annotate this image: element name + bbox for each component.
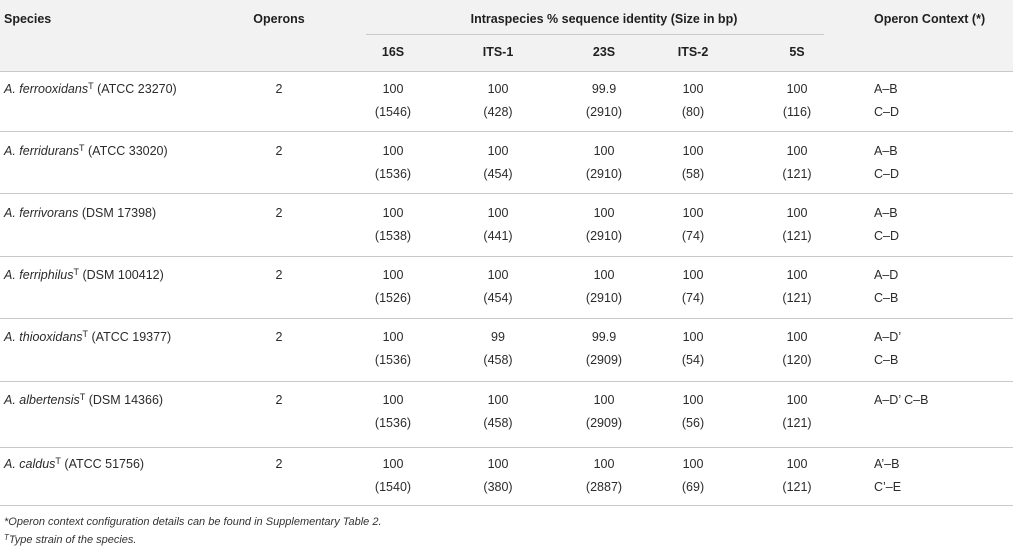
subheader-5s: 5S [789, 45, 805, 59]
species-name: A. caldus$^T$ (ATCC 51756) [4, 456, 145, 471]
species-name: A. ferriphilus$^T$ (DSM 100412) [4, 267, 164, 282]
size-5s: (121) [782, 480, 812, 494]
identity-16s: 100 [382, 206, 404, 220]
size-its2: (56) [681, 416, 705, 430]
size-16s: (1536) [374, 167, 412, 181]
identity-5s: 100 [786, 144, 808, 158]
identity-5s: 100 [786, 457, 808, 471]
identity-5s: 100 [786, 82, 808, 96]
header-group-underline [366, 34, 824, 35]
footnote-type-strain: $^T$Type strain of the species. [4, 533, 137, 546]
subheader-23s: 23S [592, 45, 616, 59]
identity-23s: 100 [593, 206, 615, 220]
identity-its2: 100 [682, 82, 704, 96]
identity-its1: 100 [487, 393, 509, 407]
size-5s: (121) [782, 291, 812, 305]
size-16s: (1536) [374, 353, 412, 367]
header-bottom-rule [0, 71, 1013, 72]
identity-its2: 100 [682, 457, 704, 471]
size-23s: (2910) [585, 105, 623, 119]
identity-23s: 100 [593, 268, 615, 282]
operon-context: C’–E [874, 480, 902, 494]
header-identity-group: Intraspecies % sequence identity (Size in bp) [470, 12, 738, 26]
size-its1: (454) [483, 291, 513, 305]
identity-5s: 100 [786, 330, 808, 344]
operon-count: 2 [275, 144, 283, 158]
operon-context: C–B [874, 291, 899, 305]
identity-23s: 99.9 [591, 330, 617, 344]
size-its1: (458) [483, 353, 513, 367]
subheader-16s: 16S [381, 45, 405, 59]
operon-count: 2 [275, 268, 283, 282]
identity-16s: 100 [382, 330, 404, 344]
operon-count: 2 [275, 330, 283, 344]
table-bottom-rule [0, 505, 1013, 506]
size-its1: (380) [483, 480, 513, 494]
size-16s: (1540) [374, 480, 412, 494]
size-23s: (2910) [585, 167, 623, 181]
size-23s: (2909) [585, 416, 623, 430]
operon-context: A–D [874, 268, 899, 282]
subheader-its1: ITS-1 [482, 45, 514, 59]
identity-16s: 100 [382, 268, 404, 282]
species-name: A. albertensis$^T$ (DSM 14366) [4, 392, 164, 407]
size-23s: (2910) [585, 291, 623, 305]
identity-16s: 100 [382, 393, 404, 407]
identity-5s: 100 [786, 393, 808, 407]
identity-its1: 100 [487, 268, 509, 282]
table-header-background [0, 0, 1013, 72]
subheader-its2: ITS-2 [677, 45, 709, 59]
row-divider [0, 131, 1013, 132]
size-its1: (458) [483, 416, 513, 430]
identity-23s: 100 [593, 144, 615, 158]
size-16s: (1538) [374, 229, 412, 243]
row-divider [0, 256, 1013, 257]
identity-its1: 100 [487, 82, 509, 96]
species-name: A. ferrooxidans$^T$ (ATCC 23270) [4, 81, 177, 96]
identity-its1: 99 [491, 330, 505, 344]
size-16s: (1526) [374, 291, 412, 305]
row-divider [0, 193, 1013, 194]
size-5s: (121) [782, 167, 812, 181]
row-divider [0, 381, 1013, 382]
size-5s: (120) [782, 353, 812, 367]
header-operon-context: Operon Context (*) [874, 12, 986, 26]
size-its2: (74) [681, 291, 705, 305]
operon-context: A–B [874, 206, 898, 220]
operon-context: C–D [874, 105, 900, 119]
operon-context: C–D [874, 229, 900, 243]
size-its2: (69) [681, 480, 705, 494]
identity-16s: 100 [382, 457, 404, 471]
size-its1: (454) [483, 167, 513, 181]
size-its2: (74) [681, 229, 705, 243]
operon-context: A’–B [874, 457, 900, 471]
identity-23s: 100 [593, 457, 615, 471]
identity-16s: 100 [382, 144, 404, 158]
size-5s: (116) [782, 105, 812, 119]
size-its2: (54) [681, 353, 705, 367]
operon-context: C–D [874, 167, 900, 181]
size-its1: (428) [483, 105, 513, 119]
operon-count: 2 [275, 393, 283, 407]
row-divider [0, 318, 1013, 319]
identity-its2: 100 [682, 330, 704, 344]
identity-its2: 100 [682, 393, 704, 407]
species-name: A. ferridurans$^T$ (ATCC 33020) [4, 143, 168, 158]
species-name: A. ferrivorans (DSM 17398) [4, 206, 157, 220]
size-5s: (121) [782, 229, 812, 243]
identity-23s: 99.9 [591, 82, 617, 96]
row-divider [0, 447, 1013, 448]
operon-context: C–B [874, 353, 899, 367]
identity-its2: 100 [682, 144, 704, 158]
operon-context: A–D’ [874, 330, 902, 344]
identity-5s: 100 [786, 206, 808, 220]
operon-count: 2 [275, 206, 283, 220]
operon-context: A–D’ C–B [874, 393, 929, 407]
header-species: Species [4, 12, 52, 26]
footnote-operon-context: *Operon context configuration details can be found in Supplementary Table 2. [4, 516, 382, 528]
identity-its1: 100 [487, 206, 509, 220]
size-16s: (1536) [374, 416, 412, 430]
identity-its2: 100 [682, 268, 704, 282]
identity-its1: 100 [487, 457, 509, 471]
species-name: A. thiooxidans$^T$ (ATCC 19377) [4, 329, 172, 344]
operon-context: A–B [874, 144, 898, 158]
header-operons: Operons [253, 12, 305, 26]
size-its2: (58) [681, 167, 705, 181]
size-its2: (80) [681, 105, 705, 119]
size-16s: (1546) [374, 105, 412, 119]
operon-count: 2 [275, 457, 283, 471]
size-its1: (441) [483, 229, 513, 243]
identity-16s: 100 [382, 82, 404, 96]
size-5s: (121) [782, 416, 812, 430]
identity-5s: 100 [786, 268, 808, 282]
operon-count: 2 [275, 82, 283, 96]
operon-context: A–B [874, 82, 898, 96]
identity-its1: 100 [487, 144, 509, 158]
size-23s: (2910) [585, 229, 623, 243]
identity-23s: 100 [593, 393, 615, 407]
identity-its2: 100 [682, 206, 704, 220]
size-23s: (2909) [585, 353, 623, 367]
size-23s: (2887) [585, 480, 623, 494]
